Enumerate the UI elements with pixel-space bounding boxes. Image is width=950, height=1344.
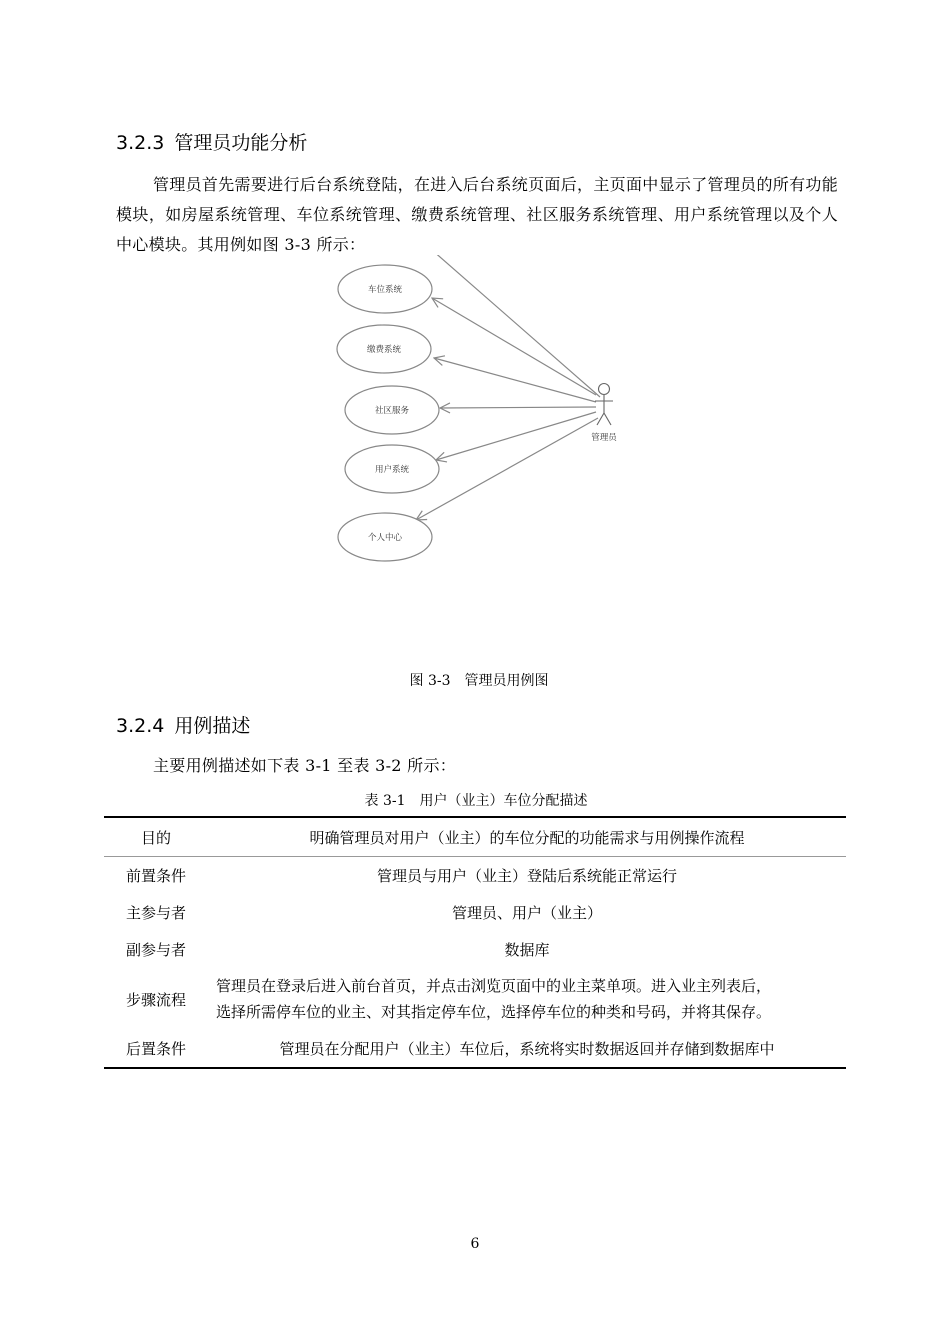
- intro-paragraph: 管理员首先需要进行后台系统登陆，在进入后台系统页面后，主页面中显示了管理员的所有功能模块，如房屋系统管理、车位系统管理、缴费系统管理、社区服务系统管理、用户系统管理以及个人中心模块。其用例如图 3-3 所示：: [116, 175, 838, 254]
- use-case-label-5: 个人中心: [367, 533, 403, 543]
- section-heading-3-2-3: [116, 128, 307, 155]
- section-number: 3.2.3: [116, 132, 165, 154]
- section-number: 3.2.4: [116, 715, 165, 737]
- table-value-cell: 管理员、用户（业主）: [451, 904, 602, 922]
- table-caption-text: 用户（业主）车位分配描述: [419, 793, 588, 809]
- table-value-cell: 明确管理员对用户（业主）的车位分配的功能需求与用例操作流程: [208, 817, 846, 857]
- table-row: [104, 817, 846, 857]
- table-value-cell: 管理员与用户（业主）登陆后系统能正常运行: [376, 867, 677, 885]
- association-line-4: [436, 412, 596, 460]
- table-key-cell: 主参与者: [125, 904, 186, 922]
- use-case-label-3: 社区服务: [374, 406, 410, 416]
- page-number: 6: [470, 1236, 480, 1252]
- section-title: 用例描述: [174, 715, 251, 737]
- association-line-5: [416, 418, 598, 520]
- table-value-cell: 管理员在分配用户（业主）车位后，系统将实时数据返回并存储到数据库中: [279, 1040, 775, 1058]
- table-value-cell: [208, 968, 846, 1030]
- table-intro-paragraph: 主要用例描述如下表 3-1 至表 3-2 所示：: [153, 756, 457, 775]
- table-caption: [0, 790, 950, 810]
- actor-head: [599, 384, 610, 395]
- association-line-1: [432, 298, 596, 395]
- table-key-cell: 副参与者: [125, 941, 186, 959]
- use-case-label-4: 用户系统: [374, 465, 410, 475]
- table-row: [104, 894, 846, 931]
- table-key-cell: 目的: [104, 817, 208, 857]
- figure-caption-label: 图 3-3: [409, 673, 451, 689]
- table-row: [104, 931, 846, 968]
- actor-leg-right: [604, 413, 611, 425]
- use-case-diagram: [320, 255, 640, 585]
- actor-leg-left: [597, 413, 604, 425]
- table-caption-label: 表 3-1: [364, 793, 406, 809]
- table-row: [104, 1030, 846, 1068]
- table-value-line: 选择所需停车位的业主、对其指定停车位，选择停车位的种类和号码，并将其保存。: [216, 1003, 772, 1021]
- use-case-label-1: 车位系统: [367, 285, 403, 295]
- table-key-cell: 后置条件: [125, 1040, 186, 1058]
- table-key-cell: 前置条件: [125, 867, 186, 885]
- table-value-cell: 数据库: [504, 941, 550, 959]
- use-case-label-2: 缴费系统: [366, 345, 402, 355]
- table-row: [104, 857, 846, 895]
- table-row: [104, 968, 846, 1030]
- table-value-line: 管理员在登录后进入前台首页，并点击浏览页面中的业主菜单项。进入业主列表后，: [216, 977, 772, 995]
- actor-label: 管理员: [591, 433, 617, 443]
- association-line-top: [432, 255, 600, 397]
- use-case-description-table: [104, 816, 846, 1069]
- figure-caption-text: 管理员用例图: [464, 673, 549, 689]
- section-title: 管理员功能分析: [174, 132, 308, 154]
- figure-caption: [0, 670, 950, 690]
- association-line-3: [440, 407, 596, 408]
- table-key-cell: 步骤流程: [125, 990, 186, 1009]
- section-heading-3-2-4: [116, 711, 250, 738]
